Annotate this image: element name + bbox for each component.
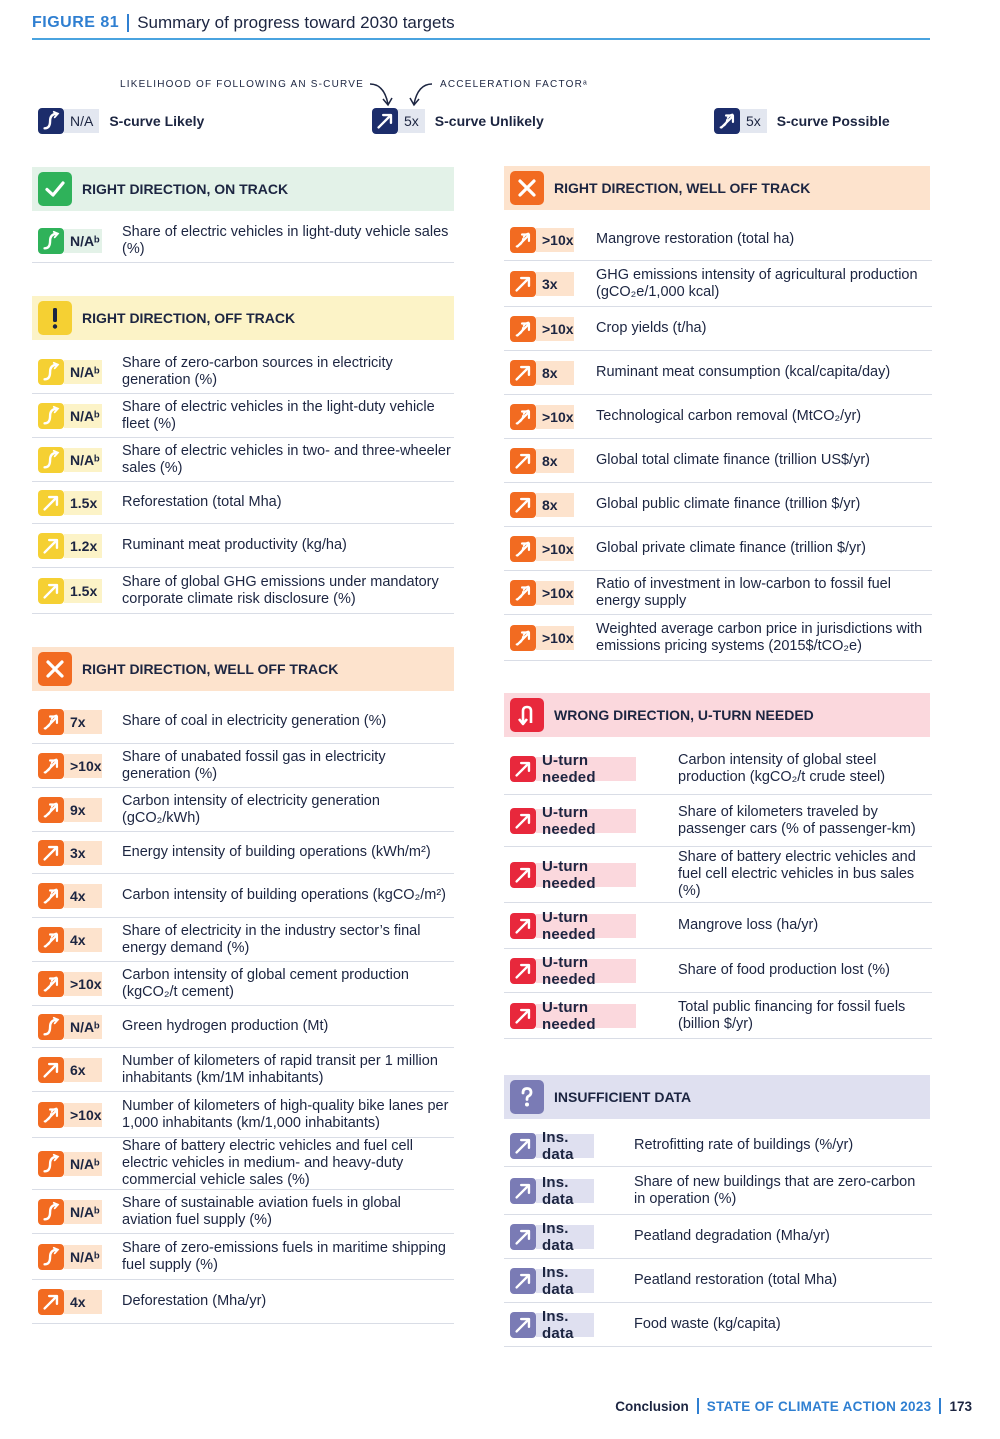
- indicator-row: [32, 438, 454, 482]
- indicator-row: [32, 1280, 454, 1324]
- acceleration-factor: >10x: [536, 626, 574, 650]
- indicator-label: Share of coal in electricity generation (%): [122, 713, 387, 729]
- indicator-label: Carbon intensity of global cement production (kgCO₂/t cement): [122, 966, 409, 1000]
- figure-number: FIGURE 81: [32, 14, 120, 31]
- indicator-label: Peatland restoration (total Mha): [634, 1272, 838, 1288]
- footer-section: Conclusion: [615, 1398, 689, 1414]
- indicator-row: [504, 483, 932, 527]
- x-icon: [510, 171, 544, 205]
- indicator-label: Weighted average carbon price in jurisdictions with emissions pricing systems (2015$/tCO₂e): [596, 620, 923, 654]
- status-badge: [510, 316, 574, 342]
- status-badge: [38, 709, 102, 735]
- status-badge: [510, 1263, 594, 1298]
- dashed-s-curve-arrow-icon: [38, 797, 64, 823]
- arrow-up-right-icon: [38, 578, 64, 604]
- indicator-label: Ruminant meat consumption (kcal/capita/day): [596, 364, 891, 380]
- dashed-s-curve-arrow-icon: [714, 108, 740, 134]
- indicator-label: Share of electric vehicles in the light-duty vehicle fleet (%): [122, 398, 435, 432]
- dashed-s-curve-arrow-icon: [38, 927, 64, 953]
- legend-value: 5x: [398, 109, 425, 133]
- check-icon: [38, 172, 72, 206]
- status-badge: [38, 883, 102, 909]
- status-badge: [38, 578, 102, 604]
- arrow-up-right-icon: [510, 1268, 536, 1294]
- status-badge: [38, 971, 102, 997]
- indicator-label: Share of unabated fossil gas in electricity generation (%): [122, 748, 386, 782]
- status-badge: [38, 927, 102, 953]
- acceleration-factor: 6x: [64, 1058, 102, 1082]
- indicator-label: Share of sustainable aviation fuels in global aviation fuel supply (%): [122, 1194, 401, 1228]
- indicator-label: Number of kilometers of rapid transit per 1 million inhabitants (km/1M inhabitants): [122, 1052, 438, 1086]
- arrow-up-right-icon: [38, 840, 64, 866]
- acceleration-factor: U-turn needed: [536, 1004, 636, 1028]
- status-badge: [38, 447, 102, 473]
- arrow-up-right-icon: [510, 958, 536, 984]
- page-number: 173: [949, 1398, 972, 1414]
- s-curve-icon: [38, 1014, 64, 1040]
- acceleration-factor: U-turn needed: [536, 757, 636, 781]
- dashed-s-curve-arrow-icon: [38, 883, 64, 909]
- arrow-up-right-icon: [510, 1224, 536, 1250]
- legend-label: S-curve Unlikely: [434, 113, 544, 129]
- indicator-row: [32, 1048, 454, 1092]
- acceleration-factor: N/Aᵇ: [64, 1015, 102, 1039]
- arrow-up-right-icon: [510, 1133, 536, 1159]
- acceleration-factor: 9x: [64, 798, 102, 822]
- indicator-row: [504, 1303, 932, 1347]
- legend-likelihood-caption: LIKELIHOOD OF FOLLOWING AN S-CURVE: [120, 79, 364, 90]
- acceleration-factor: >10x: [536, 537, 574, 561]
- indicator-label: Carbon intensity of building operations (kgCO₂/m²): [122, 887, 446, 903]
- indicator-label: Reforestation (total Mha): [122, 494, 282, 510]
- status-badge: [510, 1128, 594, 1163]
- indicator-label: Share of battery electric vehicles and fuel cell electric vehicles in medium- and heavy-duty commercial vehicle sales (%): [122, 1138, 413, 1188]
- indicator-label: Share of zero-emissions fuels in maritime shipping fuel supply (%): [122, 1239, 446, 1273]
- status-badge: [510, 751, 636, 786]
- indicator-row: [32, 1138, 454, 1190]
- arrow-up-right-icon: [510, 808, 536, 834]
- status-badge: [510, 953, 636, 988]
- indicator-row: [32, 524, 454, 568]
- status-badge: [38, 840, 102, 866]
- indicator-row: [504, 571, 932, 615]
- arrow-up-right-icon: [510, 1312, 536, 1338]
- acceleration-factor: U-turn needed: [536, 914, 636, 938]
- arrow-up-right-icon: [510, 1003, 536, 1029]
- indicator-label: Ratio of investment in low-carbon to fossil fuel energy supply: [596, 575, 891, 609]
- indicator-label: Global public climate finance (trillion $/yr): [596, 496, 861, 512]
- acceleration-factor: U-turn needed: [536, 809, 636, 833]
- acceleration-factor: Ins. data: [536, 1225, 594, 1249]
- indicator-row: [504, 1125, 932, 1167]
- indicator-row: [504, 949, 932, 993]
- s-curve-icon: [38, 108, 64, 134]
- status-badge: [38, 228, 102, 254]
- acceleration-factor: Ins. data: [536, 1269, 594, 1293]
- indicator-label: Share of new buildings that are zero-carbon in operation (%): [634, 1173, 916, 1207]
- indicator-row: [32, 874, 454, 918]
- category-well-off-track-right: [504, 166, 930, 210]
- category-label: RIGHT DIRECTION, ON TRACK: [82, 181, 289, 197]
- s-curve-icon: [38, 1151, 64, 1177]
- category-label: RIGHT DIRECTION, WELL OFF TRACK: [82, 661, 339, 677]
- figure-header: [32, 8, 930, 40]
- category-off-track: [32, 296, 454, 340]
- status-badge: [510, 857, 636, 892]
- status-badge: [38, 403, 102, 429]
- acceleration-factor: N/Aᵇ: [64, 1152, 102, 1176]
- indicator-label: Peatland degradation (Mha/yr): [634, 1228, 830, 1244]
- acceleration-factor: N/Aᵇ: [64, 448, 102, 472]
- status-badge: [510, 1307, 594, 1342]
- indicator-label: GHG emissions intensity of agricultural production (gCO₂e/1,000 kcal): [596, 266, 918, 300]
- acceleration-factor: 8x: [536, 493, 574, 517]
- acceleration-factor: >10x: [536, 317, 574, 341]
- status-badge: [38, 797, 102, 823]
- acceleration-factor: 8x: [536, 361, 574, 385]
- status-badge: [38, 1244, 102, 1270]
- indicator-row: [32, 568, 454, 614]
- indicator-label: Global private climate finance (trillion $/yr): [596, 540, 866, 556]
- indicator-row: [504, 351, 932, 395]
- status-badge: [38, 1014, 102, 1040]
- status-badge: [38, 1289, 102, 1315]
- acceleration-factor: U-turn needed: [536, 959, 636, 983]
- legend-s-curve-possible: [714, 107, 890, 135]
- status-badge: [38, 753, 102, 779]
- indicator-label: Share of electricity in the industry sector’s final energy demand (%): [122, 922, 421, 956]
- indicator-row: [504, 1259, 932, 1303]
- indicator-row: [32, 219, 454, 263]
- question-icon: [510, 1080, 544, 1114]
- acceleration-factor: N/Aᵇ: [64, 360, 102, 384]
- arrow-up-right-icon: [38, 533, 64, 559]
- exclamation-icon: [38, 301, 72, 335]
- acceleration-factor: 1.2x: [64, 534, 102, 558]
- status-badge: [38, 1102, 102, 1128]
- indicator-label: Mangrove restoration (total ha): [596, 231, 795, 247]
- arrow-up-right-icon: [38, 1057, 64, 1083]
- status-badge: [510, 998, 636, 1033]
- indicator-row: [32, 788, 454, 832]
- legend-value: 5x: [740, 109, 767, 133]
- indicator-row: [504, 1215, 932, 1259]
- acceleration-factor: >10x: [64, 972, 102, 996]
- indicator-label: Share of food production lost (%): [678, 962, 890, 978]
- status-badge: [510, 404, 574, 430]
- indicator-label: Carbon intensity of electricity generation (gCO₂/kWh): [122, 792, 380, 826]
- indicator-row: [32, 832, 454, 874]
- category-label: INSUFFICIENT DATA: [554, 1089, 692, 1105]
- indicator-row: [504, 795, 932, 847]
- indicator-label: Green hydrogen production (Mt): [122, 1018, 329, 1034]
- status-badge: [510, 227, 574, 253]
- indicator-label: Total public financing for fossil fuels (billion $/yr): [678, 998, 906, 1032]
- status-badge: [38, 1151, 102, 1177]
- indicator-label: Food waste (kg/capita): [634, 1316, 781, 1332]
- indicator-row: [504, 993, 932, 1039]
- indicator-row: [32, 700, 454, 744]
- legend-s-curve-likely: [38, 107, 204, 135]
- indicator-row: [504, 743, 932, 795]
- acceleration-factor: >10x: [536, 405, 574, 429]
- indicator-row: [32, 1006, 454, 1048]
- dashed-s-curve-arrow-icon: [38, 1102, 64, 1128]
- acceleration-factor: >10x: [64, 1103, 102, 1127]
- arrow-up-right-icon: [510, 492, 536, 518]
- indicator-label: Deforestation (Mha/yr): [122, 1293, 267, 1309]
- figure-title: Summary of progress toward 2030 targets: [137, 13, 455, 32]
- arrow-up-right-icon: [510, 360, 536, 386]
- indicator-label: Carbon intensity of global steel production (kgCO₂/t crude steel): [678, 751, 886, 785]
- acceleration-factor: 3x: [64, 841, 102, 865]
- category-label: RIGHT DIRECTION, WELL OFF TRACK: [554, 180, 811, 196]
- indicator-label: Share of battery electric vehicles and fuel cell electric vehicles in bus sales (%): [678, 849, 916, 899]
- category-on-track: [32, 167, 454, 211]
- acceleration-factor: 8x: [536, 449, 574, 473]
- s-curve-icon: [38, 1199, 64, 1225]
- u-turn-icon: [510, 698, 544, 732]
- dashed-s-curve-arrow-icon: [510, 580, 536, 606]
- dashed-s-curve-arrow-icon: [510, 536, 536, 562]
- status-badge: [38, 533, 102, 559]
- acceleration-factor: Ins. data: [536, 1134, 594, 1158]
- s-curve-icon: [38, 403, 64, 429]
- indicator-row: [504, 395, 932, 439]
- acceleration-factor: N/Aᵇ: [64, 404, 102, 428]
- status-badge: [510, 580, 574, 606]
- status-badge: [510, 803, 636, 838]
- category-label: WRONG DIRECTION, U-TURN NEEDED: [554, 707, 814, 723]
- status-badge: [510, 1219, 594, 1254]
- dashed-s-curve-arrow-icon: [510, 227, 536, 253]
- indicator-row: [32, 482, 454, 524]
- acceleration-factor: 4x: [64, 884, 102, 908]
- legend-label: S-curve Likely: [109, 113, 205, 129]
- s-curve-icon: [38, 447, 64, 473]
- acceleration-factor: 4x: [64, 1290, 102, 1314]
- indicator-row: [504, 1167, 932, 1215]
- s-curve-icon: [38, 1244, 64, 1270]
- indicator-row: [504, 527, 932, 571]
- status-badge: [510, 625, 574, 651]
- acceleration-factor: 7x: [64, 710, 102, 734]
- indicator-label: Global total climate finance (trillion US$/yr): [596, 452, 870, 468]
- indicator-label: Share of kilometers traveled by passenger cars (% of passenger-km): [678, 803, 916, 837]
- footer-divider: [939, 1398, 941, 1414]
- acceleration-factor: Ins. data: [536, 1179, 594, 1203]
- status-badge: [510, 448, 574, 474]
- arrow-up-right-icon: [510, 756, 536, 782]
- arrow-up-right-icon: [510, 913, 536, 939]
- acceleration-factor: N/Aᵇ: [64, 229, 102, 253]
- indicator-row: [32, 1190, 454, 1234]
- x-icon: [38, 652, 72, 686]
- arrow-up-right-icon: [510, 862, 536, 888]
- indicator-label: Energy intensity of building operations (kWh/m²): [122, 844, 431, 860]
- indicator-label: Ruminant meat productivity (kg/ha): [122, 537, 347, 553]
- acceleration-factor: N/Aᵇ: [64, 1245, 102, 1269]
- indicator-label: Mangrove loss (ha/yr): [678, 917, 819, 933]
- indicator-label: Share of electric vehicles in two- and three-wheeler sales (%): [122, 442, 451, 476]
- indicator-row: [504, 847, 932, 903]
- category-insufficient-data: [504, 1075, 930, 1119]
- dashed-s-curve-arrow-icon: [510, 316, 536, 342]
- indicator-label: Technological carbon removal (MtCO₂/yr): [596, 408, 862, 424]
- status-badge: [510, 492, 574, 518]
- status-badge: [38, 359, 102, 385]
- acceleration-factor: >10x: [536, 581, 574, 605]
- category-label: RIGHT DIRECTION, OFF TRACK: [82, 310, 296, 326]
- arrow-up-right-icon: [38, 1289, 64, 1315]
- s-curve-icon: [38, 228, 64, 254]
- dashed-s-curve-arrow-icon: [510, 625, 536, 651]
- indicator-row: [504, 615, 932, 661]
- acceleration-factor: 4x: [64, 928, 102, 952]
- dashed-s-curve-arrow-icon: [510, 404, 536, 430]
- s-curve-icon: [38, 359, 64, 385]
- dashed-s-curve-arrow-icon: [38, 753, 64, 779]
- acceleration-factor: 3x: [536, 272, 574, 296]
- indicator-row: [504, 439, 932, 483]
- acceleration-factor: >10x: [64, 754, 102, 778]
- dashed-s-curve-arrow-icon: [38, 709, 64, 735]
- acceleration-factor: >10x: [536, 228, 574, 252]
- status-badge: [510, 908, 636, 943]
- acceleration-factor: 1.5x: [64, 491, 102, 515]
- indicator-row: [504, 903, 932, 949]
- legend-label: S-curve Possible: [776, 113, 890, 129]
- status-badge: [510, 536, 574, 562]
- indicator-row: [32, 918, 454, 962]
- arrow-up-right-icon: [510, 271, 536, 297]
- legend-value: N/A: [64, 109, 99, 133]
- indicator-label: Share of electric vehicles in light-duty vehicle sales (%): [122, 223, 449, 257]
- acceleration-factor: Ins. data: [536, 1313, 594, 1337]
- footer-report-title: STATE OF CLIMATE ACTION 2023: [706, 1398, 932, 1414]
- status-badge: [38, 490, 102, 516]
- acceleration-factor: 1.5x: [64, 579, 102, 603]
- indicator-label: Retrofitting rate of buildings (%/yr): [634, 1137, 854, 1153]
- indicator-row: [32, 394, 454, 438]
- category-u-turn: [504, 693, 930, 737]
- status-badge: [510, 1173, 594, 1208]
- arrow-up-right-icon: [510, 1178, 536, 1204]
- indicator-label: Share of global GHG emissions under mandatory corporate climate risk disclosure (%): [122, 573, 439, 607]
- status-badge: [510, 271, 574, 297]
- legend-pointer-arrows: [366, 78, 436, 110]
- arrow-up-right-icon: [38, 490, 64, 516]
- indicator-row: [504, 219, 932, 261]
- acceleration-factor: U-turn needed: [536, 863, 636, 887]
- indicator-row: [32, 350, 454, 394]
- indicator-label: Share of zero-carbon sources in electricity generation (%): [122, 354, 393, 388]
- arrow-up-right-icon: [372, 108, 398, 134]
- indicator-label: Number of kilometers of high-quality bike lanes per 1,000 inhabitants (km/1,000 inhabitants): [122, 1097, 449, 1131]
- legend-acceleration-caption: ACCELERATION FACTORᵃ: [440, 79, 588, 90]
- indicator-row: [32, 1092, 454, 1138]
- indicator-row: [504, 307, 932, 351]
- indicator-row: [32, 962, 454, 1006]
- acceleration-factor: N/Aᵇ: [64, 1200, 102, 1224]
- status-badge: [38, 1199, 102, 1225]
- status-badge: [38, 1057, 102, 1083]
- indicator-row: [32, 1234, 454, 1280]
- page-footer: [615, 1398, 972, 1414]
- arrow-up-right-icon: [510, 448, 536, 474]
- indicator-row: [32, 744, 454, 788]
- category-well-off-track: [32, 647, 454, 691]
- indicator-label: Crop yields (t/ha): [596, 320, 707, 336]
- indicator-row: [504, 261, 932, 307]
- status-badge: [510, 360, 574, 386]
- footer-divider: [697, 1398, 699, 1414]
- dashed-s-curve-arrow-icon: [38, 971, 64, 997]
- header-divider: [127, 14, 129, 32]
- legend-s-curve-unlikely: [372, 107, 544, 135]
